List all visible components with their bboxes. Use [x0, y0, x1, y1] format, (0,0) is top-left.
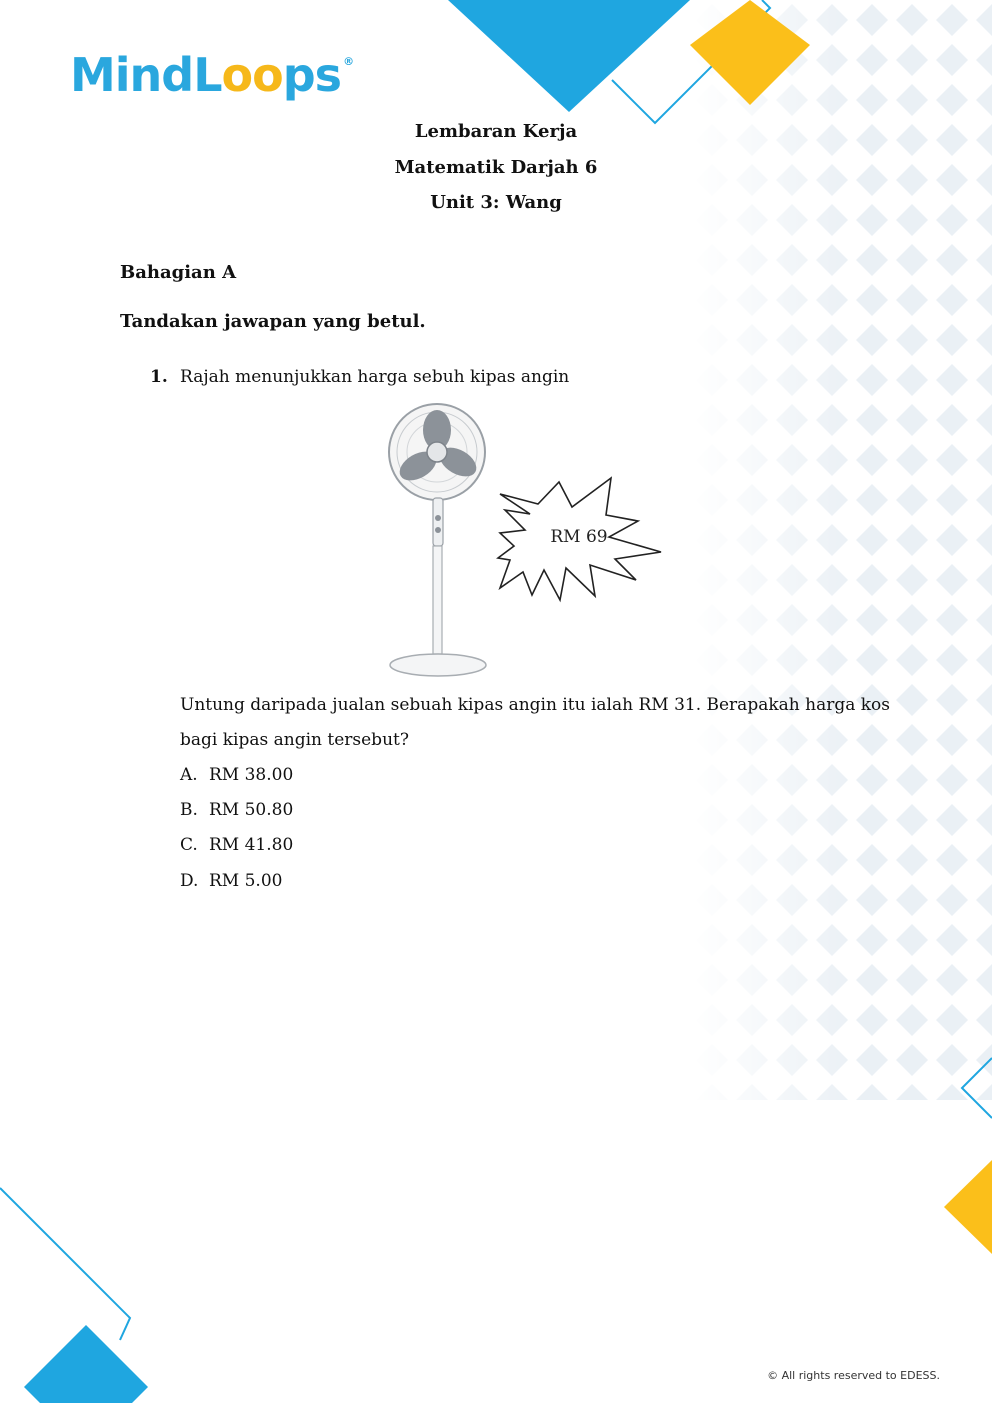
fan-price-figure: [380, 400, 680, 689]
option-letter: A.: [180, 765, 198, 785]
question-prompt: Rajah menunjukkan harga sebuh kipas angin: [180, 367, 570, 387]
logo-registered-mark: ®: [343, 55, 354, 68]
logo-text-ps: ps: [282, 48, 342, 102]
right-yellow-diamond: [944, 1160, 992, 1254]
standing-fan-illustration: [380, 400, 680, 685]
bottom-left-blue-diamond: [24, 1325, 148, 1403]
worksheet-title: Lembaran Kerja: [414, 121, 578, 142]
logo-text-mind: Mind: [70, 48, 194, 102]
logo-text-oo: oo: [221, 48, 283, 102]
option-letter: C.: [180, 835, 198, 855]
price-tag-text: RM 69: [550, 527, 608, 547]
logo-text-l: L: [193, 48, 222, 102]
mindloops-logo: [70, 48, 354, 102]
bottom-left-outline: [0, 1188, 130, 1340]
option-value: RM 5.00: [209, 871, 283, 891]
worksheet-subject: Matematik Darjah 6: [394, 157, 598, 178]
question-body-line1: Untung daripada jualan sebuah kipas angin itu ialah RM 31. Berapakah harga kos: [180, 695, 891, 715]
question-body-line2: bagi kipas angin tersebut?: [180, 730, 409, 750]
option-letter: D.: [180, 871, 199, 891]
top-yellow-diamond: [690, 0, 810, 105]
right-outline-diamond: [962, 1058, 992, 1118]
option-value: RM 41.80: [209, 835, 294, 855]
question-number: 1.: [150, 367, 168, 387]
section-instruction: Tandakan jawapan yang betul.: [120, 311, 426, 332]
top-blue-triangle: [448, 0, 690, 112]
worksheet-unit: Unit 3: Wang: [430, 192, 562, 213]
option-letter: B.: [180, 800, 198, 820]
option-value: RM 38.00: [209, 765, 294, 785]
section-title: Bahagian A: [120, 262, 237, 283]
option-value: RM 50.80: [209, 800, 294, 820]
copyright-footer: © All rights reserved to EDESS.: [767, 1369, 940, 1382]
